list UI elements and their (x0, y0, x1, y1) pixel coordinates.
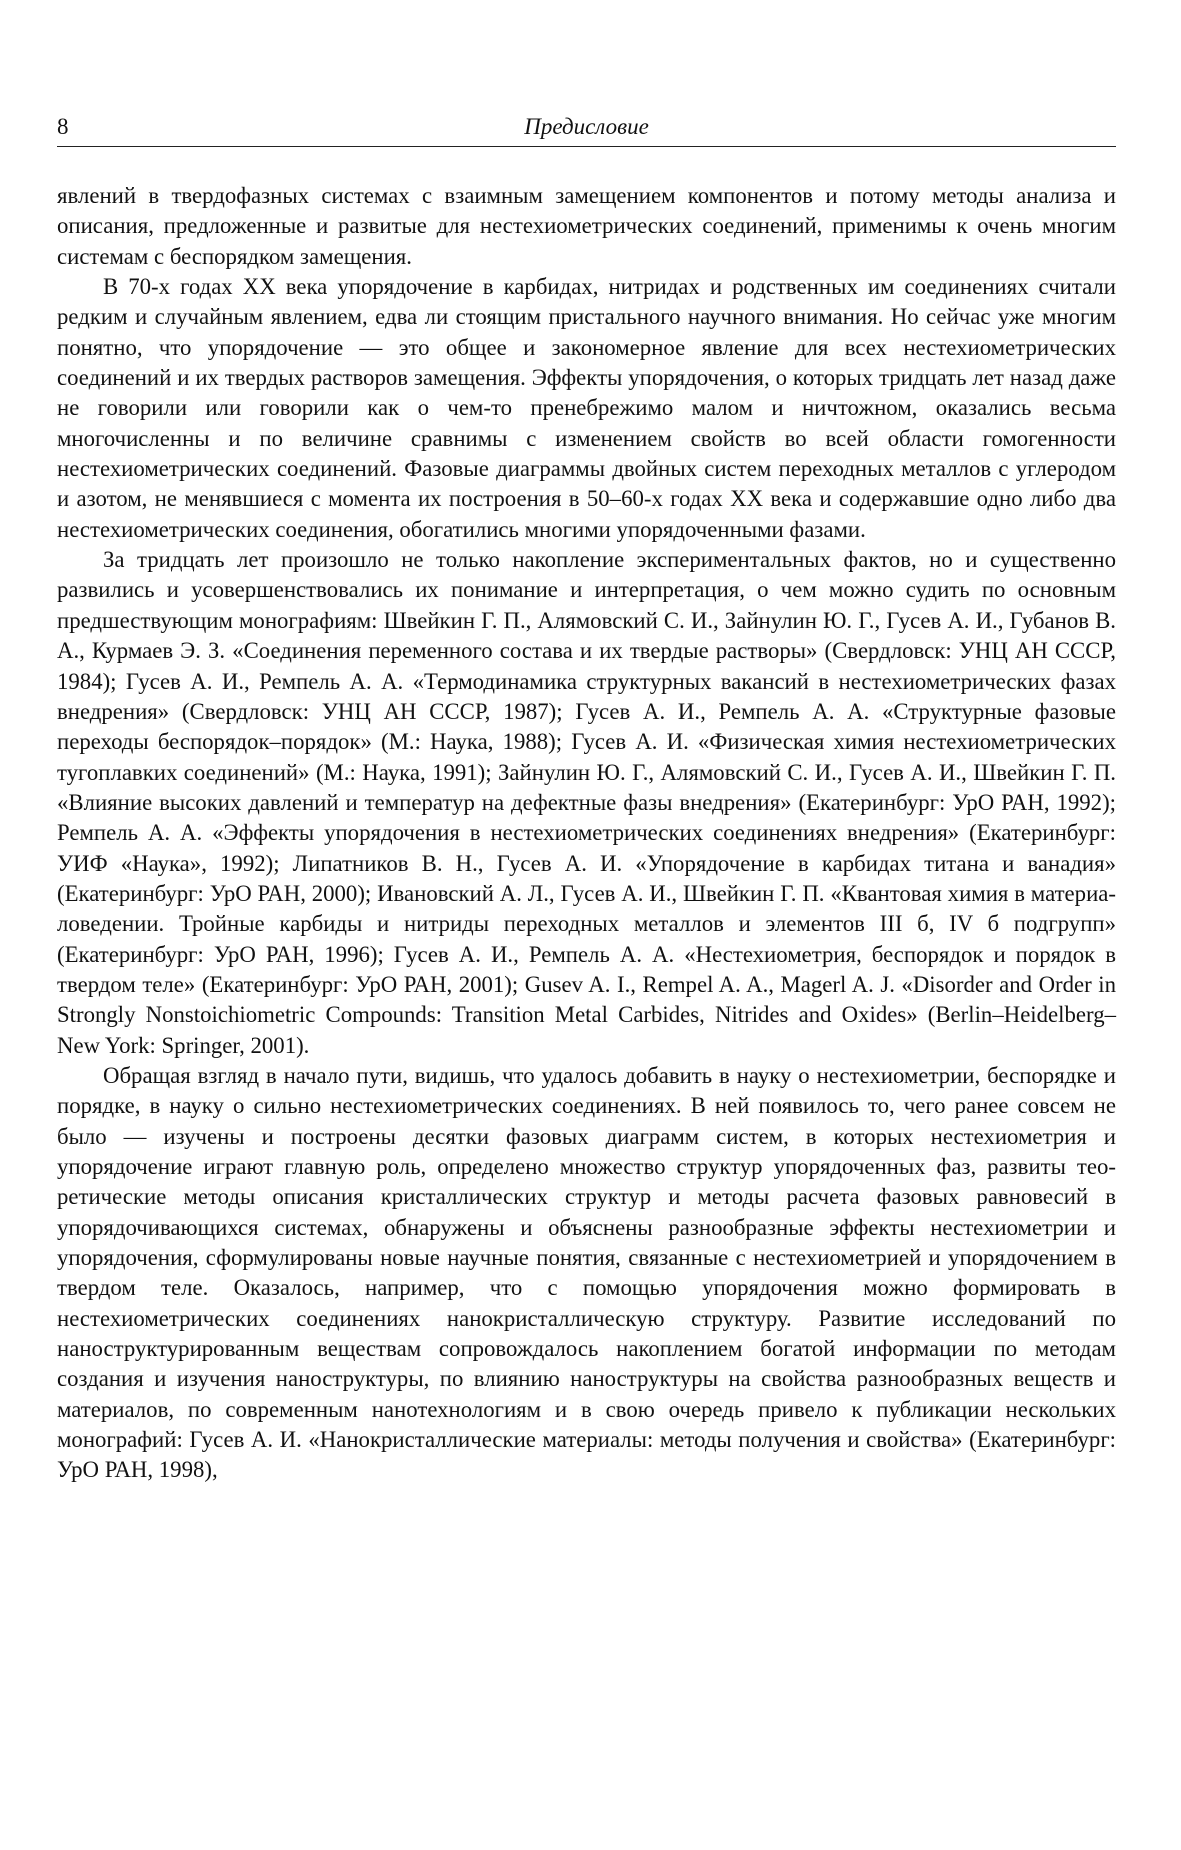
paragraph-retrospective: Обращая взгляд в начало пути, видишь, что удалось добавить в науку о нестехиометрии, беспорядке и порядке, в науку о сильно нестехиометрических соединениях. В ней появилось то, чего ранее совсем не было — изучены и построены десятки фазовых диаграмм систем, в которых нестехиометрия и упорядочение играют главную роль, определено множество структур упорядоченных фаз, развиты теоретические методы описания кристаллических структур и методы расчета фазовых равновесий в упорядочивающихся системах, обнаружены и объяснены разнообразные эффекты нестехиометрии и упорядочения, сформулированы новые научные понятия, связанные с нестехиометрией и упорядочением в твердом теле. Оказалось, например, что с помощью упорядочения можно формировать в нестехиометрических соединениях нанокристаллическую структуру. Развитие исследований по наноструктурированным веществам сопровождалось накоплением богатой информации по методам создания и изучения наноструктуры, по влиянию наноструктуры на свойства разнообразных веществ и материалов, по современным нанотехнологиям и в свою очередь привело к публикации нескольких монографий: Гусев А. И. «Нанокристаллические материалы: методы получения и свойства» (Екатеринбург: УрО РАН, 1998), (57, 1062, 1116, 1483)
page-number: 8 (57, 114, 69, 139)
paragraph-continuation: явлений в твердофазных системах с взаимным замещением компонентов и потому методы анализа и описания, предложенные и развитые для нестехиометрических соединений, применимы к очень многим системам с беспорядком замещения. (57, 183, 1116, 269)
paragraph-ordering-history: В 70-х годах XX века упорядочение в карбидах, нитридах и родственных им соединениях считали редким и случайным явлением, едва ли стоящим пристального научного внимания. Но сейчас уже многим понятно, что упорядочение — это общее и закономерное явление для всех нестехиометрических соединений и их твердых растворов замещения. Эффекты упорядочения, о которых тридцать лет назад даже не говорили или говорили как о чем-то пренебрежимо малом и ничтожном, оказались весьма многочисленны и по величине сравнимы с изменением свойств во всей области гомогенности нестехиометрических соединений. Фазовые диаграммы двойных систем переходных металлов с углеродом и азотом, не менявшиеся с момента их построения в 50–60-х годах XX века и содержавшие одно либо два нестехиометрических соединения, обогатились многими упорядоченными фазами. (57, 274, 1116, 542)
running-title: Предисловие (524, 114, 649, 139)
running-head (57, 112, 1116, 147)
body-text (57, 181, 1116, 1486)
paragraph-monographs: За тридцать лет произошло не только накопление экспериментальных фактов, но и существенно развились и усовершенствовались их понимание и интерпретация, о чем можно судить по основным предшествующим монографиям: Швейкин Г. П., Алямовский С. И., Зайнулин Ю. Г., Гусев А. И., Губанов В. А., Курмаев Э. З. «Соединения переменного состава и их твердые растворы» (Свердловск: УНЦ АН СССР, 1984); Гусев А. И., Ремпель А. А. «Термодинамика структурных вакансий в нестехиометрических фазах внедрения» (Свердловск: УНЦ АН СССР, 1987); Гусев А. И., Ремпель А. А. «Структурные фазовые переходы беспорядок–порядок» (М.: Наука, 1988); Гусев А. И. «Физическая химия нестехиометрических тугоплавких соединений» (М.: Наука, 1991); Зайнулин Ю. Г., Алямовский С. И., Гусев А. И., Швейкин Г. П. «Влияние высоких давлений и температур на дефектные фазы внедрения» (Екатеринбург: УрО РАН, 1992); Ремпель А. А. «Эффекты упорядочения в нестехиометрических соединениях внедрения» (Екатеринбург: УИФ «Наука», 1992); Липатников В. Н., Гусев А. И. «Упорядочение в карбидах титана и ванадия» (Екатеринбург: УрО РАН, 2000); Ивановский А. Л., Гусев А. И., Швейкин Г. П. «Квантовая химия в материаловедении. Тройные карбиды и нитриды переходных металлов и элементов III б, IV б подгрупп» (Екатеринбург: УрО РАН, 1996); Гусев А. И., Ремпель А. А. «Нестехиометрия, беспорядок и порядок в твердом теле» (Екатеринбург: УрО РАН, 2001); Gusev A. I., Rempel A. A., Magerl A. J. «Disorder and Order in Strongly Nonstoichiometric Compounds: Transition Metal Carbides, Nitrides and Oxides» (Berlin–Heidelberg–New York: Springer, 2001). (57, 547, 1116, 1058)
